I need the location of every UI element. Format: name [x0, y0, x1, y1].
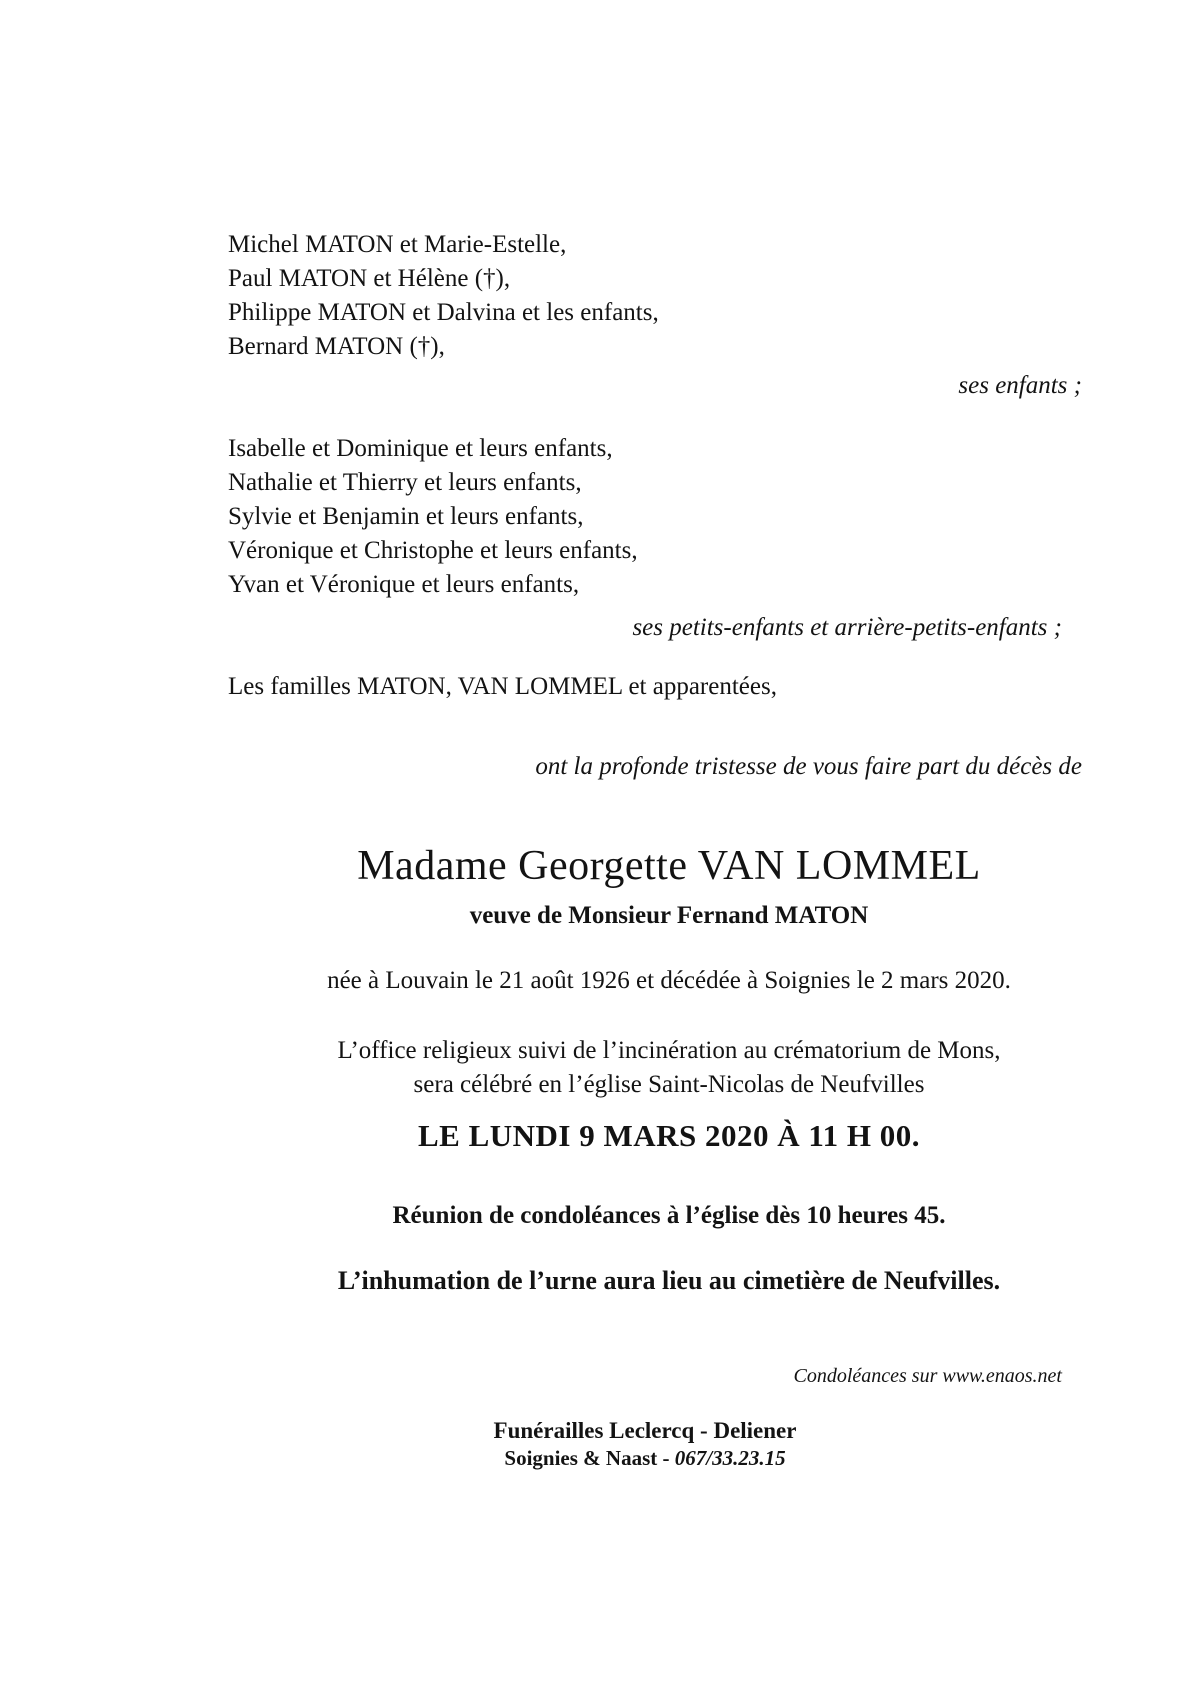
- funeral-home-contact: [504, 1446, 785, 1471]
- grandchildren-line: Véronique et Christophe et leurs enfants,: [228, 537, 638, 564]
- burial-line: L’inhumation de l’urne aura lieu au cimetière de Neufvilles.: [337, 1266, 1001, 1295]
- grandchildren-line: Nathalie et Thierry et leurs enfants,: [228, 469, 582, 496]
- deceased-name: Madame Georgette VAN LOMMEL: [357, 843, 981, 889]
- grandchildren-line: Yvan et Véronique et leurs enfants,: [228, 571, 580, 598]
- children-line: Michel MATON et Marie-Estelle,: [228, 231, 567, 258]
- condolence-meeting-line: Réunion de condoléances à l’église dès 10 heures 45.: [392, 1202, 946, 1229]
- service-datetime: LE LUNDI 9 MARS 2020 À 11 H 00.: [417, 1118, 921, 1153]
- service-line-2: sera célébré en l’église Saint-Nicolas de Neufvilles: [413, 1071, 925, 1098]
- grandchildren-line: Isabelle et Dominique et leurs enfants,: [228, 435, 613, 462]
- widow-line: veuve de Monsieur Fernand MATON: [469, 902, 869, 929]
- funeral-home-location: Soignies & Naast -: [504, 1446, 675, 1470]
- families-line: Les familles MATON, VAN LOMMEL et apparentées,: [228, 673, 777, 700]
- online-condolences-note: Condoléances sur www.enaos.net: [793, 1365, 1062, 1387]
- funeral-home-phone: 067/33.23.15: [674, 1446, 786, 1470]
- children-line: Paul MATON et Hélène (†),: [228, 265, 511, 292]
- grandchildren-line: Sylvie et Benjamin et leurs enfants,: [228, 503, 584, 530]
- children-line: Bernard MATON (†),: [228, 333, 445, 360]
- children-line: Philippe MATON et Dalvina et les enfants,: [228, 299, 659, 326]
- announcement-line: ont la profonde tristesse de vous faire part du décès de: [535, 753, 1082, 780]
- grandchildren-caption: ses petits-enfants et arrière-petits-enfants ;: [632, 614, 1062, 641]
- funeral-home-name: Funérailles Leclercq - Deliener: [493, 1418, 797, 1443]
- grandchildren-names-block: [228, 432, 638, 602]
- birth-death-line: née à Louvain le 21 août 1926 et décédée à Soignies le 2 mars 2020.: [327, 967, 1011, 994]
- children-names-block: [228, 228, 659, 364]
- children-caption: ses enfants ;: [958, 372, 1082, 399]
- service-line-1: L’office religieux suivi de l’incinération au crématorium de Mons,: [337, 1037, 1001, 1064]
